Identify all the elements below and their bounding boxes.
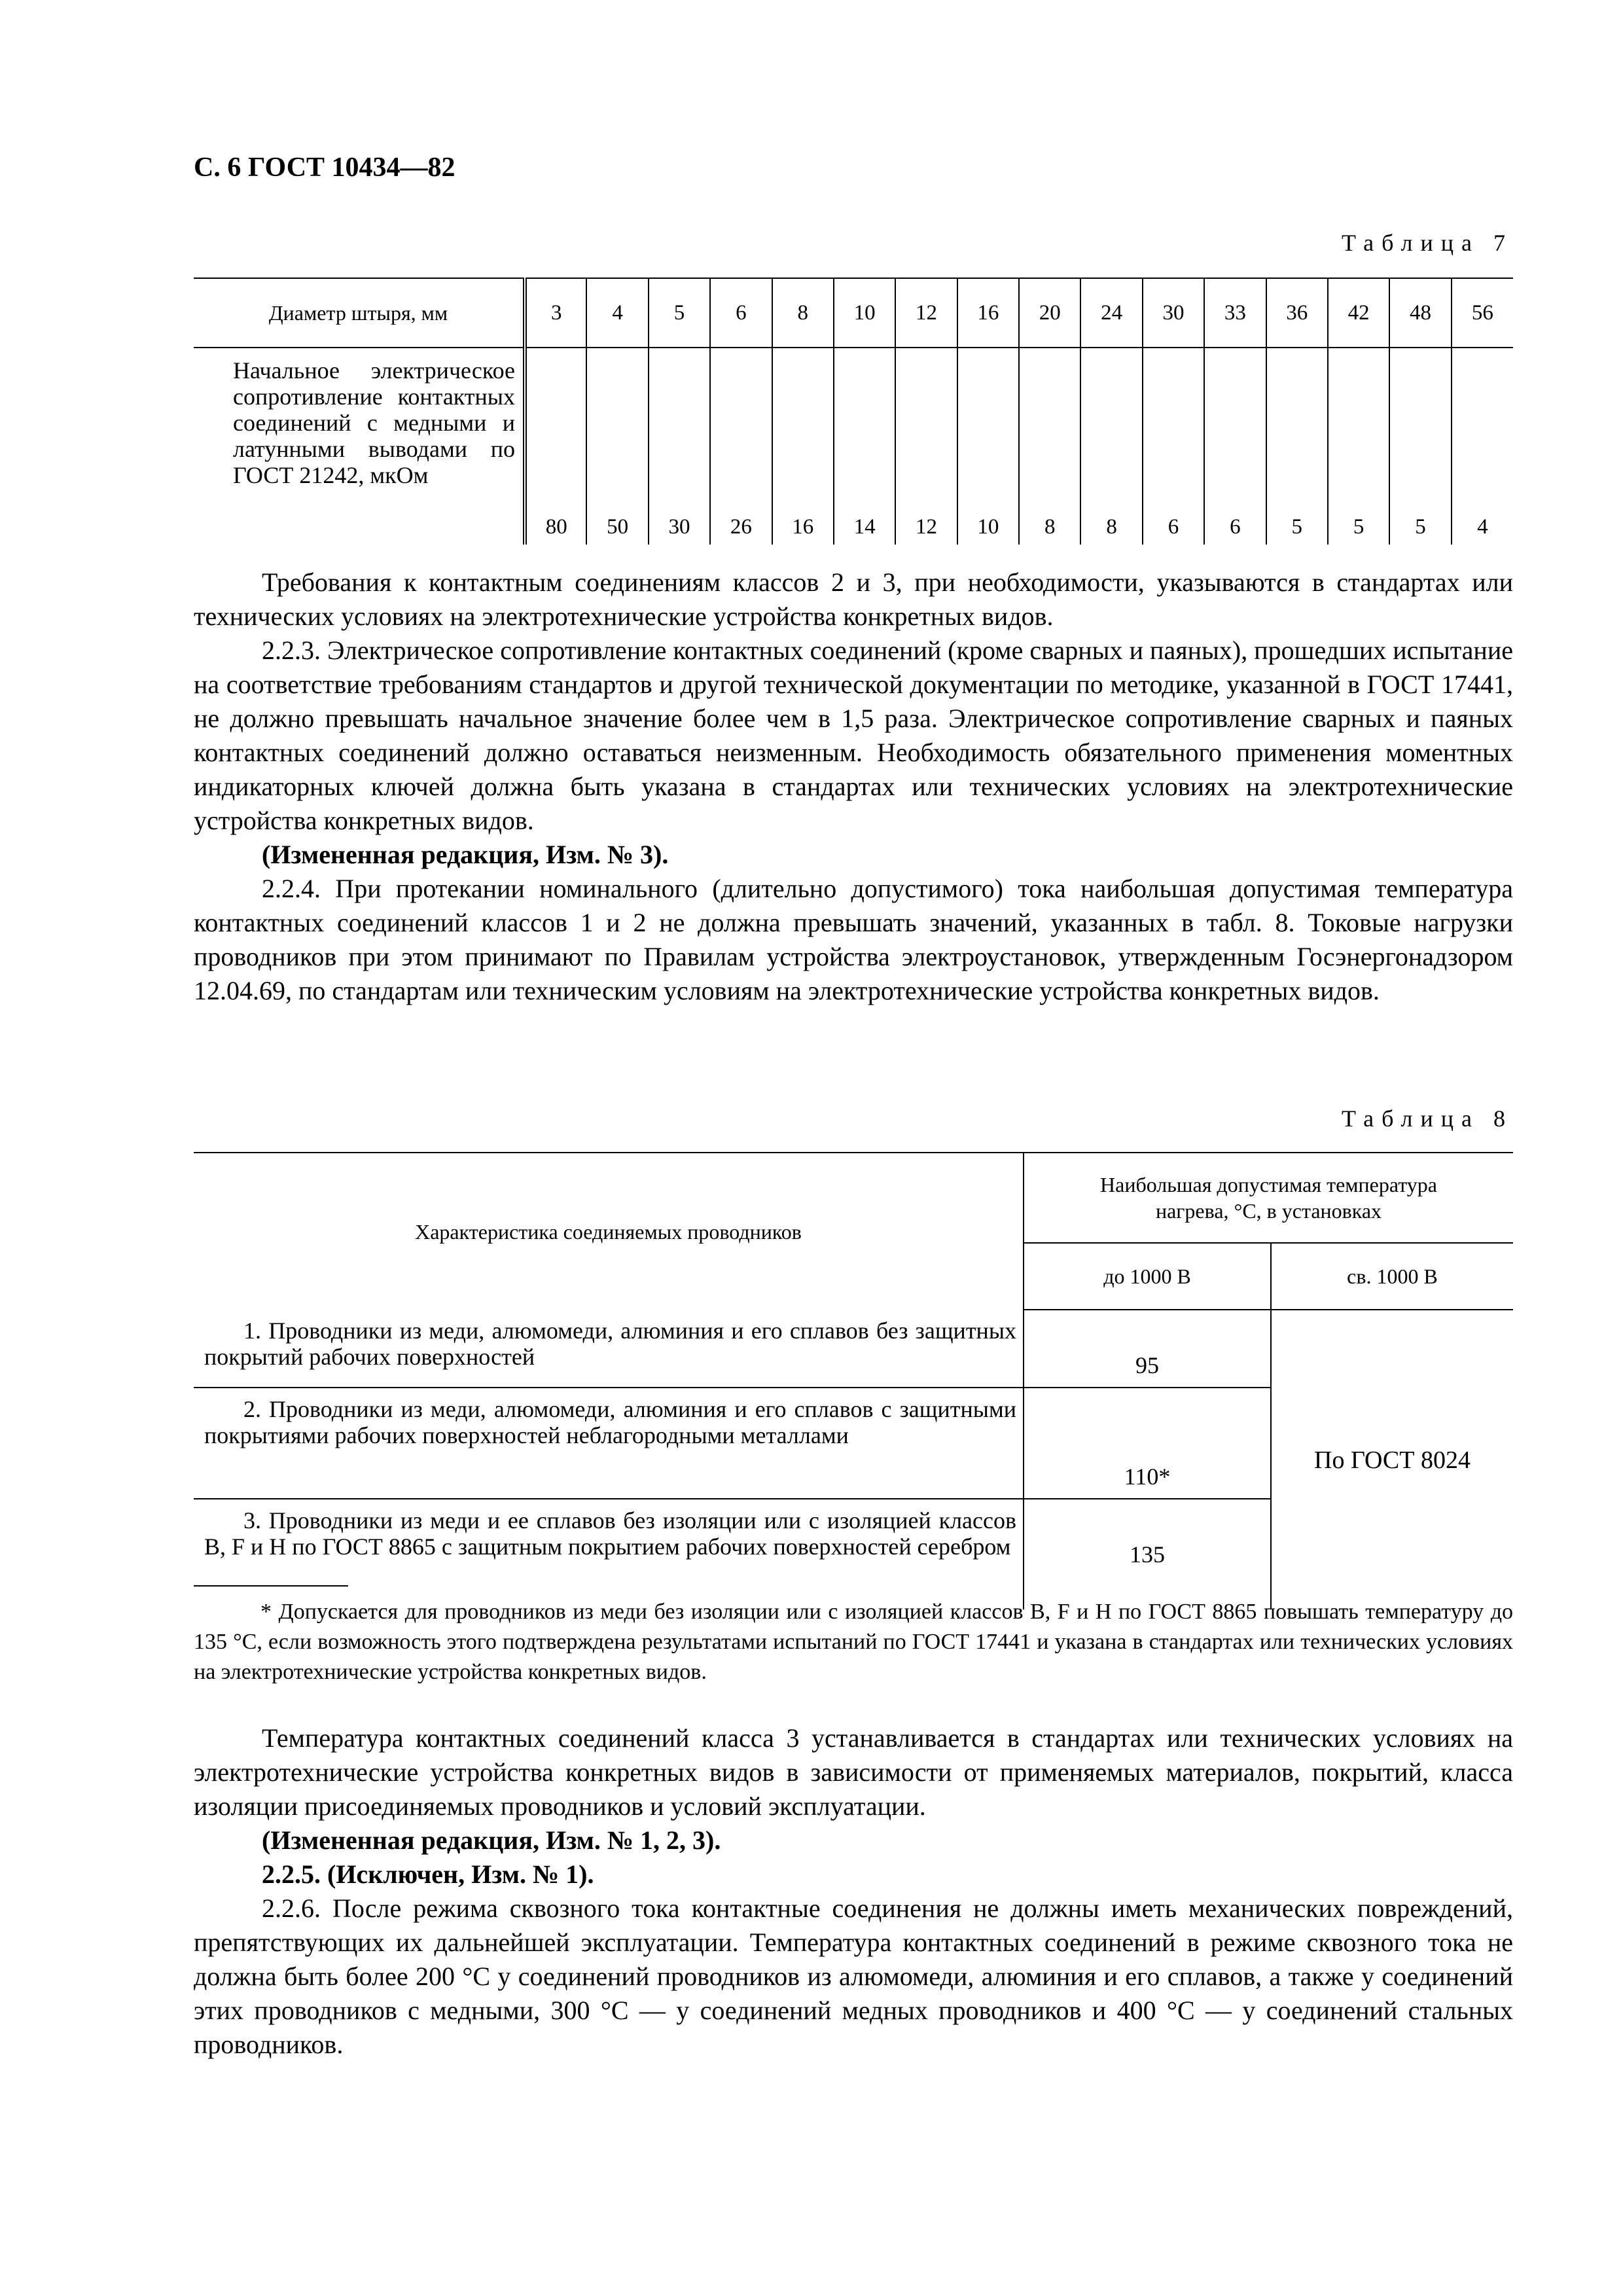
paragraph-2-2-4: 2.2.4. При протекании номинального (длительно допустимого) тока наибольшая допустимая температура контактных соединений классов 1 и 2 не должна превышать значений, указанных в табл. 8. Токовые нагрузки проводников при этом принимают по Правилам устройства электроустановок, утвержденным Госэнергонадзором 12.04.69, по стандартам или техническим условиям на электротехнические устройства конкретных видов. <box>194 874 1513 1005</box>
table-7-diameter-cell: 16 <box>957 278 1019 348</box>
table-8-merged-cell: По ГОСТ 8024 <box>1314 1446 1471 1474</box>
table-7-diameter-cell: 56 <box>1452 278 1513 348</box>
table-7-resistance-row <box>194 348 1513 545</box>
paragraph-2-2-5: 2.2.5. (Исключен, Изм. № 1). <box>262 1859 594 1889</box>
footnote-text: * Допускается для проводников из меди без изоляции или с изоляцией классов B, F и H по ГОСТ 8865 повышать температуру до 135 °С, если возможность этого подтверждена результатами испытаний по ГОСТ 17441 и указана в стандартах или технических условиях на электротехнические устройства конкретных видов. <box>194 1600 1513 1684</box>
paragraph: Требования к контактным соединениям классов 2 и 3, при необходимости, указываются в стандартах или технических условиях на электротехнические устройства конкретных видов. <box>194 567 1513 631</box>
table-7-resistance-cell: 26 <box>710 348 772 545</box>
table-7-diameter-cell: 42 <box>1328 278 1389 348</box>
paragraph-2-2-6: 2.2.6. После режима сквозного тока контактные соединения не должны иметь механических повреждений, препятствующих их дальнейшей эксплуатации. Температура контактных соединений в режиме сквозного тока не должна быть более 200 °С у соединений проводников из алюмомеди, алюминия и его сплавов, а также у соединений этих проводников с медными, 300 °С — у соединений медных проводников и 400 °С — у соединений стальных проводников. <box>194 1893 1513 2059</box>
table-8-caption: Таблица 8 <box>1342 1105 1513 1132</box>
table-7-resistance-cell: 16 <box>772 348 834 545</box>
paragraph-2-2-3: 2.2.3. Электрическое сопротивление контактных соединений (кроме сварных и паяных), прошедших испытание на соответствие требованиям стандартов и другой технической документации по методике, указанной в ГОСТ 17441, не должно превышать начальное значение более чем в 1,5 раза. Электрическое сопротивление сварных и паяных контактных соединений должно оставаться неизменным. Необходимость обязательного применения моментных индикаторных ключей должна быть указана в стандартах или технических условиях на электротехнические устройства конкретных видов. <box>194 636 1513 835</box>
table-7-diameter-cell: 33 <box>1204 278 1266 348</box>
page-header: С. 6 ГОСТ 10434—82 <box>194 152 455 183</box>
amendment-note: (Измененная редакция, Изм. № 1, 2, 3). <box>262 1825 721 1855</box>
table-7-diameter-label: Диаметр штыря, мм <box>194 278 525 348</box>
table-8-col1-header: Характеристика соединяемых проводников <box>194 1153 1024 1310</box>
table-7-caption: Таблица 7 <box>1342 230 1513 256</box>
table-7-resistance-cell: 5 <box>1328 348 1389 545</box>
table-7-resistance-cell: 8 <box>1019 348 1080 545</box>
table-8-row-value: 95 <box>1024 1310 1271 1388</box>
table-7-diameter-cell: 24 <box>1080 278 1142 348</box>
table-7-diameter-cell: 20 <box>1019 278 1080 348</box>
table-8-sub-header-2: св. 1000 В <box>1271 1243 1513 1310</box>
table-8-group-header: Наибольшая допустимая температура нагрева, °С, в установках <box>1024 1153 1513 1243</box>
table-8-sub-header-1: до 1000 В <box>1024 1243 1271 1310</box>
table-8-row-value: 135 <box>1024 1499 1271 1609</box>
table-7-diameter-cell: 12 <box>895 278 957 348</box>
table-7-diameter-cell: 10 <box>834 278 895 348</box>
table-7-resistance-cell: 5 <box>1266 348 1328 545</box>
table-7-diameter-cell: 5 <box>649 278 710 348</box>
amendment-note: (Измененная редакция, Изм. № 3). <box>262 840 669 869</box>
table-7-resistance-label: Начальное электрическое сопротивление контактных соединений с медными и латунными выводами по ГОСТ 21242, мкОм <box>194 348 525 545</box>
table-7-resistance-cell: 5 <box>1389 348 1451 545</box>
table-7 <box>194 278 1513 545</box>
table-7-resistance-cell: 50 <box>586 348 648 545</box>
table-7-diameter-cell: 4 <box>586 278 648 348</box>
table-7-resistance-cell: 14 <box>834 348 895 545</box>
table-7-diameter-cell: 36 <box>1266 278 1328 348</box>
table-7-diameter-cell: 6 <box>710 278 772 348</box>
table-7-resistance-cell: 8 <box>1080 348 1142 545</box>
text-block-2 <box>194 1721 1513 2062</box>
table-8-row-text: 1. Проводники из меди, алюмомеди, алюминия и его сплавов без защитных покрытий рабочих поверхностей <box>204 1318 1016 1370</box>
table-7-diameter-row <box>194 278 1513 348</box>
table-7-resistance-cell: 80 <box>525 348 586 545</box>
table-7-resistance-cell: 6 <box>1204 348 1266 545</box>
paragraph: Температура контактных соединений класса 3 устанавливается в стандартах или технических условиях на электротехнические устройства конкретных видов в зависимости от применяемых материалов, покрытий, класса изоляции присоединяемых проводников и условий эксплуатации. <box>194 1723 1513 1821</box>
table-7-resistance-cell: 30 <box>649 348 710 545</box>
table-7-resistance-cell: 4 <box>1452 348 1513 545</box>
table-7-diameter-cell: 30 <box>1143 278 1204 348</box>
table-7-resistance-cell: 12 <box>895 348 957 545</box>
table-8 <box>194 1152 1513 1609</box>
table-7-resistance-cell: 6 <box>1143 348 1204 545</box>
footnote-divider <box>194 1585 348 1587</box>
table-7-resistance-cell: 10 <box>957 348 1019 545</box>
text-block-1 <box>194 565 1513 1008</box>
table-7-diameter-cell: 8 <box>772 278 834 348</box>
table-7-diameter-cell: 48 <box>1389 278 1451 348</box>
footnote <box>194 1597 1513 1687</box>
table-7-diameter-cell: 3 <box>525 278 586 348</box>
table-8-row-text: 3. Проводники из меди и ее сплавов без изоляции или с изоляцией классов B, F и H по ГОСТ 8865 с защитным покрытием рабочих поверхностей серебром <box>204 1507 1016 1560</box>
table-8-row-value: 110* <box>1024 1388 1271 1499</box>
table-8-row-text: 2. Проводники из меди, алюмомеди, алюминия и его сплавов с защитными покрытиями рабочих поверхностей неблагородными металлами <box>204 1396 1016 1448</box>
table-row <box>194 1310 1513 1388</box>
table-8-header-row <box>194 1153 1513 1243</box>
